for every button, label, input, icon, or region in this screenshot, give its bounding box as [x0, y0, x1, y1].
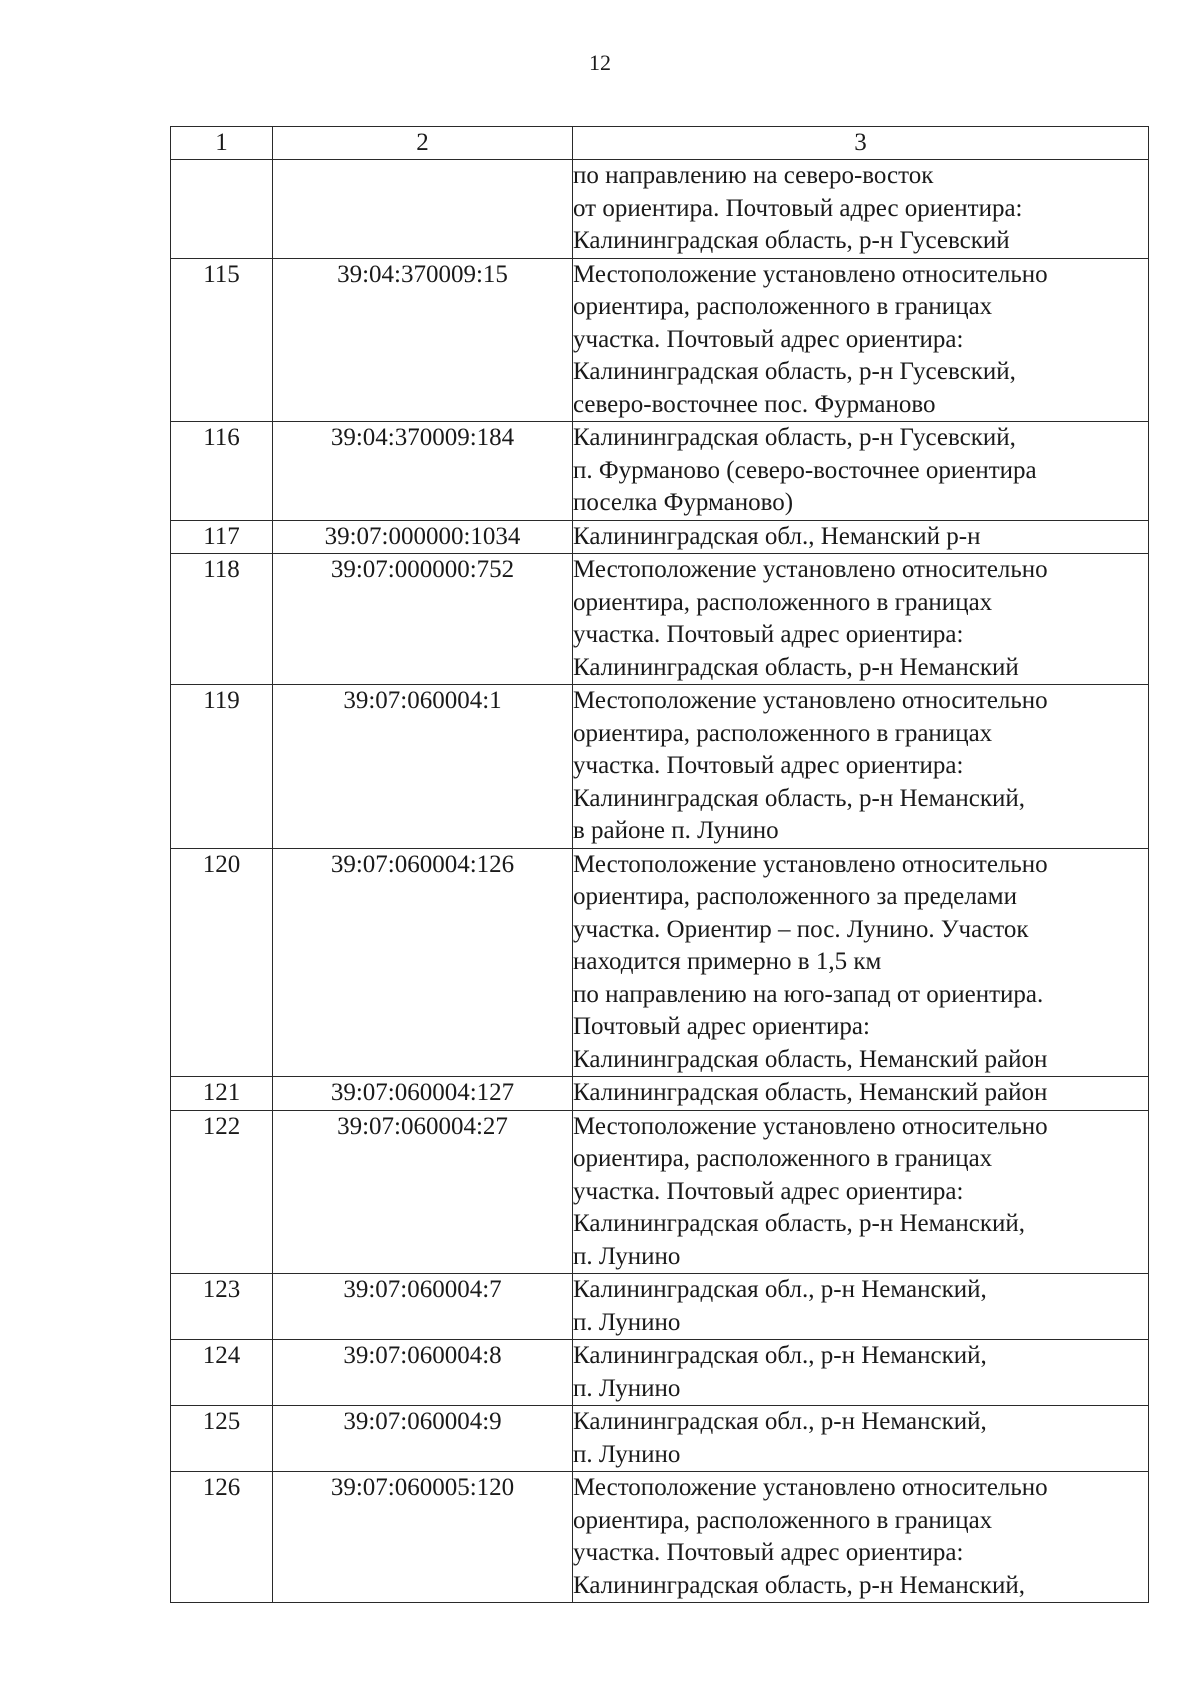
- address-line: от ориентира. Почтовый адрес ориентира:: [573, 194, 1023, 222]
- row-number-cell: 125: [171, 1406, 273, 1472]
- cadastral-number-cell: [273, 160, 573, 259]
- address-line: Калининградская обл., Неманский р-н: [573, 522, 981, 550]
- cadastral-number-cell: 39:07:000000:752: [273, 554, 573, 685]
- row-number-cell: 124: [171, 1340, 273, 1406]
- row-number-cell: 117: [171, 520, 273, 554]
- address-line: участка. Почтовый адрес ориентира:: [573, 1539, 964, 1566]
- address-line: ориентира, расположенного в границах: [573, 293, 993, 320]
- address-line: находится примерно в 1,5 км: [573, 948, 882, 975]
- address-line: Калининградская область, Неманский район: [573, 1079, 1048, 1106]
- cadastral-number-cell: 39:04:370009:184: [273, 422, 573, 521]
- row-number-cell: 120: [171, 848, 273, 1077]
- address-line: Местоположение установлено относительно: [573, 687, 1048, 714]
- cadastral-number-cell: 39:07:060004:8: [273, 1340, 573, 1406]
- address-cell: [573, 1472, 1149, 1603]
- address-line: участка. Ориентир – пос. Лунино. Участок: [573, 915, 1029, 943]
- address-line: Местоположение установлено относительно: [573, 1112, 1048, 1140]
- address-cell: [573, 1406, 1149, 1472]
- address-cell: [573, 848, 1149, 1077]
- address-line: Калининградская область, р-н Неманский: [573, 653, 1019, 681]
- column-header-2: 2: [273, 127, 573, 160]
- cadastral-number-cell: 39:07:060004:7: [273, 1274, 573, 1340]
- table-body: [171, 160, 1149, 1603]
- cadastral-number-cell: 39:07:060004:1: [273, 685, 573, 849]
- address-line: Калининградская область, р-н Неманский,: [573, 1571, 1026, 1599]
- address-cell: [573, 685, 1149, 849]
- cadastral-number-cell: 39:07:000000:1034: [273, 520, 573, 554]
- column-header-3: 3: [573, 127, 1149, 160]
- address-line: п. Лунино: [573, 1374, 681, 1402]
- page-number: 12: [589, 50, 611, 75]
- row-number-cell: 116: [171, 422, 273, 521]
- address-cell: [573, 1340, 1149, 1406]
- address-line: Калининградская обл., р-н Неманский,: [573, 1408, 987, 1435]
- table-row: [171, 1274, 1149, 1340]
- address-line: ориентира, расположенного в границах: [573, 719, 993, 747]
- address-cell: [573, 258, 1149, 422]
- address-cell: [573, 1274, 1149, 1340]
- address-line: Калининградская обл., р-н Неманский,: [573, 1342, 987, 1369]
- cadastral-number-cell: 39:07:060004:27: [273, 1110, 573, 1274]
- row-number-cell: 126: [171, 1472, 273, 1603]
- address-line: Почтовый адрес ориентира:: [573, 1013, 870, 1040]
- address-line: ориентира, расположенного в границах: [573, 588, 993, 616]
- cadastral-number-cell: 39:07:060004:9: [273, 1406, 573, 1472]
- address-line: северо-восточнее пос. Фурманово: [573, 390, 936, 418]
- row-number-cell: 123: [171, 1274, 273, 1340]
- row-number-cell: 115: [171, 258, 273, 422]
- table-row: [171, 1077, 1149, 1111]
- address-line: поселка Фурманово): [573, 489, 794, 516]
- address-line: п. Лунино: [573, 1242, 681, 1270]
- table-row: [171, 848, 1149, 1077]
- cadastral-number-cell: 39:04:370009:15: [273, 258, 573, 422]
- row-number-cell: 118: [171, 554, 273, 685]
- address-cell: [573, 160, 1149, 259]
- address-cell: [573, 1077, 1149, 1111]
- address-line: Местоположение установлено относительно: [573, 260, 1048, 288]
- cadastral-number-cell: 39:07:060004:127: [273, 1077, 573, 1111]
- address-cell: [573, 422, 1149, 521]
- address-line: Калининградская область, Неманский район: [573, 1045, 1048, 1073]
- address-cell: [573, 1110, 1149, 1274]
- address-line: участка. Почтовый адрес ориентира:: [573, 752, 964, 779]
- table-row: [171, 1340, 1149, 1406]
- table-row: [171, 520, 1149, 554]
- cadastral-number-cell: 39:07:060005:120: [273, 1472, 573, 1603]
- address-line: ориентира, расположенного за пределами: [573, 883, 1017, 910]
- address-line: Местоположение установлено относительно: [573, 850, 1048, 878]
- address-line: Местоположение установлено относительно: [573, 556, 1048, 583]
- address-line: п. Фурманово (северо-восточнее ориентира: [573, 456, 1037, 484]
- address-line: в районе п. Лунино: [573, 817, 779, 844]
- table-header-row: [171, 127, 1149, 160]
- address-line: по направлению на северо-восток: [573, 162, 934, 189]
- address-line: Калининградская область, р-н Гусевский: [573, 227, 1010, 254]
- land-plots-table: [170, 126, 1149, 1603]
- column-header-1: 1: [171, 127, 273, 160]
- address-cell: [573, 520, 1149, 554]
- row-number-cell: [171, 160, 273, 259]
- address-line: Калининградская обл., р-н Неманский,: [573, 1276, 987, 1303]
- address-line: Калининградская область, р-н Неманский,: [573, 1210, 1026, 1237]
- row-number-cell: 119: [171, 685, 273, 849]
- row-number-cell: 121: [171, 1077, 273, 1111]
- table-row: [171, 160, 1149, 259]
- address-line: участка. Почтовый адрес ориентира:: [573, 621, 964, 648]
- table-row: [171, 422, 1149, 521]
- address-line: участка. Почтовый адрес ориентира:: [573, 1177, 964, 1205]
- address-line: Калининградская область, р-н Гусевский,: [573, 358, 1016, 385]
- cadastral-number-cell: 39:07:060004:126: [273, 848, 573, 1077]
- address-line: Калининградская область, р-н Неманский,: [573, 784, 1026, 812]
- table-row: [171, 685, 1149, 849]
- address-line: Местоположение установлено относительно: [573, 1474, 1048, 1501]
- address-line: п. Лунино: [573, 1308, 681, 1336]
- address-line: ориентира, расположенного в границах: [573, 1506, 993, 1534]
- address-cell: [573, 554, 1149, 685]
- address-line: п. Лунино: [573, 1440, 681, 1468]
- row-number-cell: 122: [171, 1110, 273, 1274]
- table-row: [171, 1472, 1149, 1603]
- address-line: по направлению на юго-запад от ориентира.: [573, 980, 1044, 1008]
- table-row: [171, 554, 1149, 685]
- address-line: участка. Почтовый адрес ориентира:: [573, 325, 964, 353]
- table-row: [171, 258, 1149, 422]
- address-line: Калининградская область, р-н Гусевский,: [573, 424, 1016, 451]
- table-row: [171, 1110, 1149, 1274]
- address-line: ориентира, расположенного в границах: [573, 1145, 993, 1172]
- table-row: [171, 1406, 1149, 1472]
